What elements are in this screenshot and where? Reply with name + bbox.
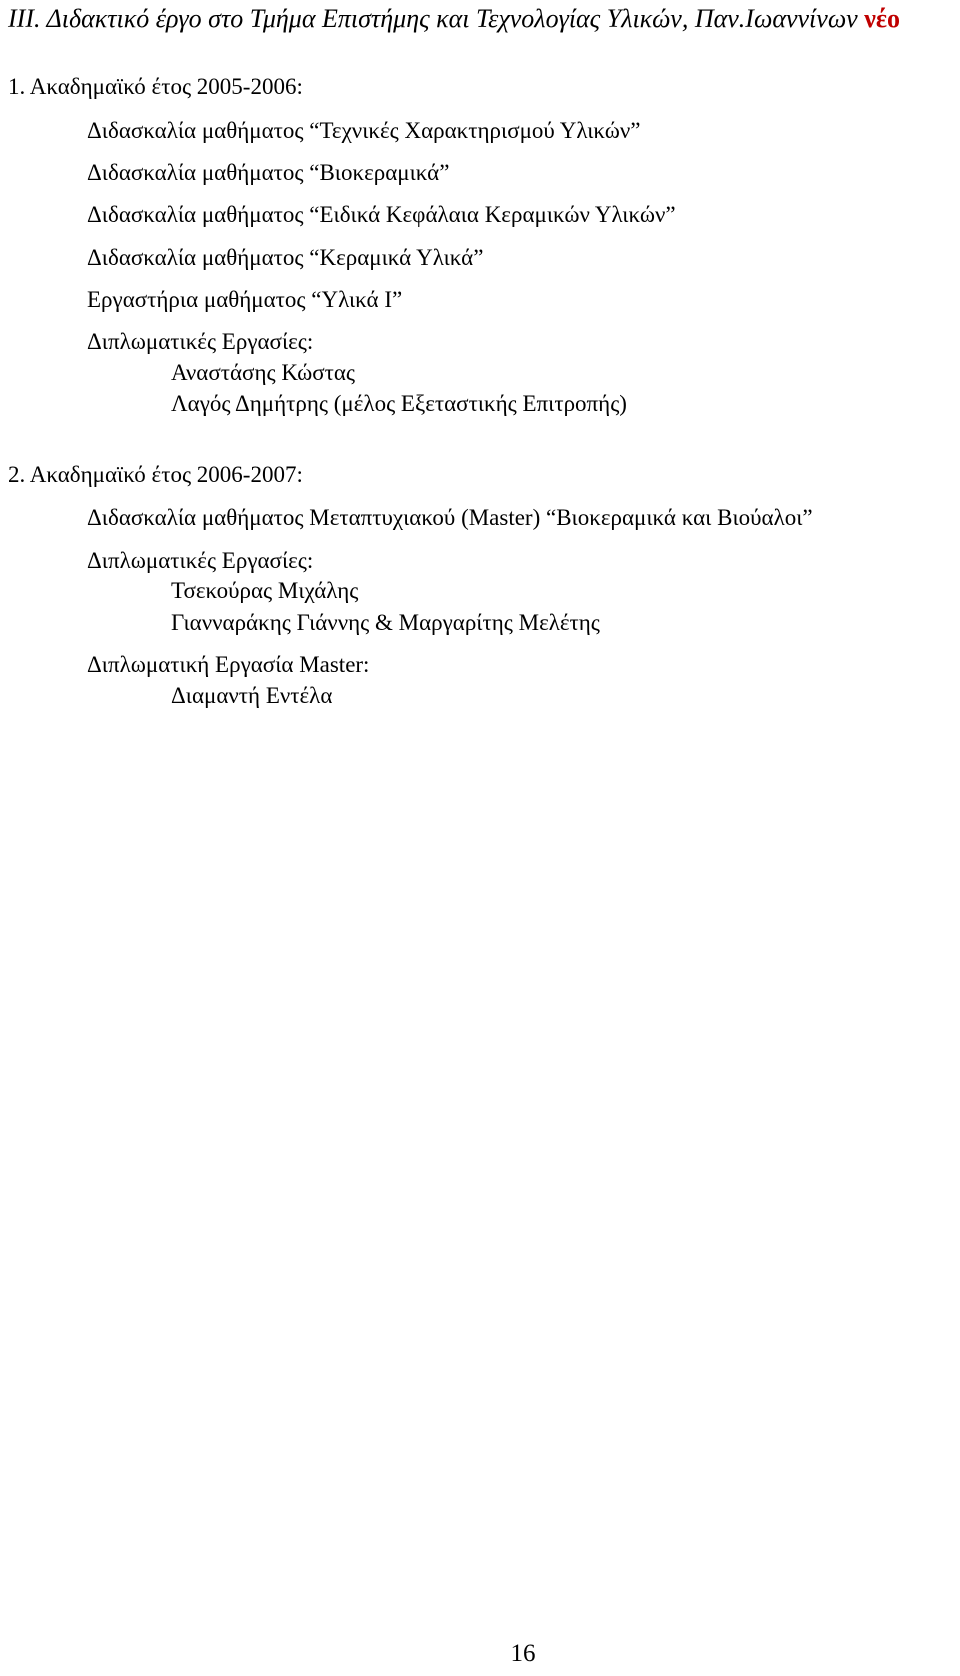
master-thesis-label: Διπλωματική Εργασία Master: — [87, 652, 370, 677]
heading-text: ΙΙΙ. Διδακτικό έργο στο Τμήμα Επιστήμης και Τεχνολογίας Υλικών, Παν.Ιωαννίνων — [8, 4, 858, 33]
section-title: 2. Ακαδημαϊκό έτος 2006-2007: — [8, 462, 303, 487]
thesis-student: Λαγός Δημήτρης (μέλος Εξεταστικής Επιτροπής) — [171, 391, 627, 416]
course-item: Διδασκαλία μαθήματος “Τεχνικές Χαρακτηρισμού Υλικών” — [87, 118, 641, 143]
course-item: Εργαστήρια μαθήματος “Υλικά Ι” — [87, 287, 403, 312]
section-title: 1. Ακαδημαϊκό έτος 2005-2006: — [8, 74, 303, 99]
page-number: 16 — [510, 1640, 536, 1667]
thesis-student: Αναστάσης Κώστας — [171, 360, 356, 385]
course-item: Διδασκαλία μαθήματος “Βιοκεραμικά” — [87, 160, 450, 185]
course-item: Διδασκαλία μαθήματος “Ειδικά Κεφάλαια Κεραμικών Υλικών” — [87, 202, 676, 227]
theses-label: Διπλωματικές Εργασίες: — [87, 548, 314, 573]
thesis-student: Τσεκούρας Μιχάλης — [171, 578, 359, 603]
page-heading — [8, 2, 900, 36]
new-badge: νέο — [864, 4, 900, 33]
thesis-student: Γιανναράκης Γιάννης & Μαργαρίτης Μελέτης — [171, 610, 600, 635]
course-item: Διδασκαλία μαθήματος “Κεραμικά Υλικά” — [87, 245, 484, 270]
theses-label: Διπλωματικές Εργασίες: — [87, 329, 314, 354]
course-item: Διδασκαλία μαθήματος Μεταπτυχιακού (Master) “Βιοκεραμικά και Βιούαλοι” — [87, 505, 813, 530]
master-student: Διαμαντή Εντέλα — [171, 683, 333, 708]
